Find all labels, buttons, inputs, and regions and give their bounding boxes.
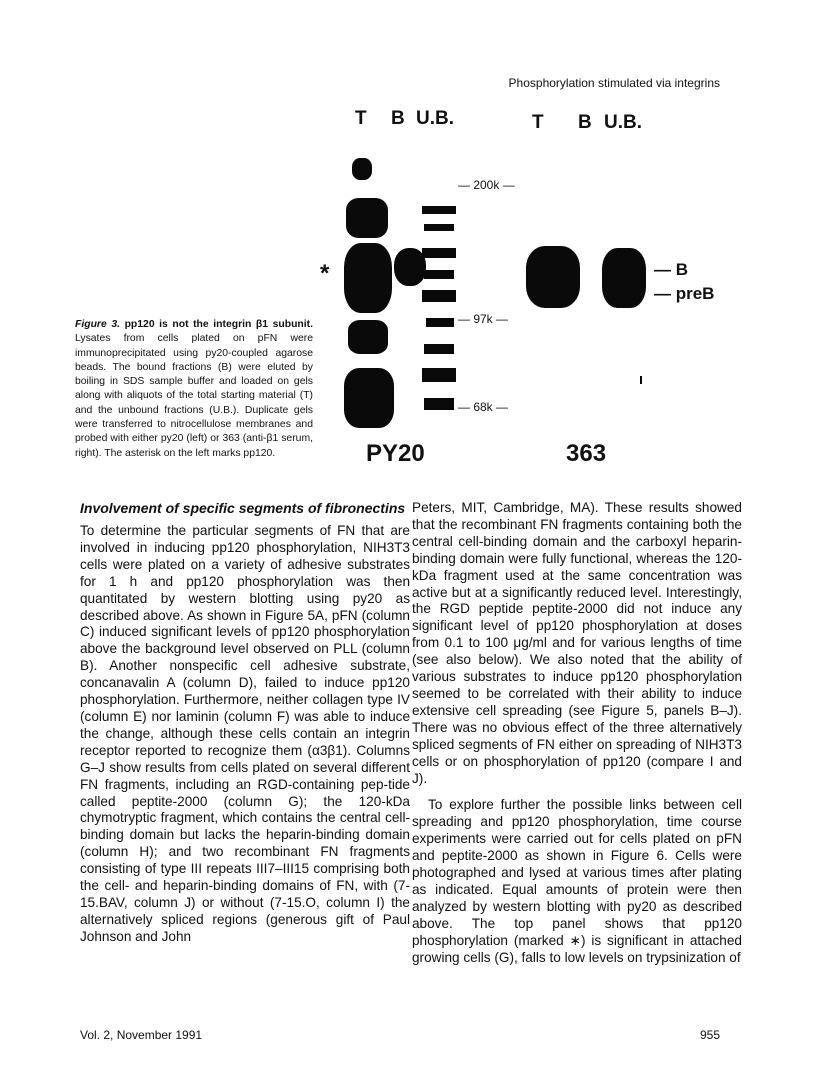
- footer-page-number: 955: [699, 1028, 720, 1042]
- figure-caption: [75, 318, 313, 461]
- lane-label-b-left: B: [391, 108, 405, 129]
- marker-200k: — 200k —: [458, 178, 515, 192]
- lane-label-ub-left: U.B.: [416, 108, 454, 129]
- asterisk-pp120: *: [320, 260, 330, 287]
- marker-68k: — 68k —: [458, 400, 509, 414]
- caption-title: pp120 is not the integrin β1 subunit.: [124, 319, 313, 330]
- section-heading: Involvement of specific segments of fibronectins: [80, 500, 406, 516]
- band-label-preb: — preB: [654, 284, 715, 303]
- panel-title-py20: PY20: [366, 440, 425, 467]
- figure-3: [318, 98, 738, 488]
- left-paragraph: To determine the particular segments of FN that are involved in inducing pp120 phosphorylation, NIH3T3 cells were plated on a variety of adhesive substrates for 1 h and pp120 phosphorylation was then quantitated by western blotting using py20 as described above. As shown in Figure 5A, pFN (column C) induced significant levels of pp120 phosphorylation above the background level observed on PLL (column B). Another nonspecific cell adhesive substrate, concanavalin A (column D), failed to induce pp120 phosphorylation. Furthermore, neither collagen type IV (column E) nor laminin (column F) was able to induce the change, although these cells contain an integrin receptor reported to recognize them (α3β1). Columns G–J show results from cells plated on several different FN fragments, including an RGD-containing pep-tide called peptite-2000 (column G); the 120-kDa chymotryptic fragment, which contains the central cell-binding domain but lacks the heparin-binding domain (column H); and two recombinant FN fragments consisting of type III repeats III7–III15 comprising both the cell- and heparin-binding domains of FN, with (7-15.BAV, column J) or without (7-15.O, column I) the alternatively spliced regions (generous gift of Paul Johnson and John: [80, 523, 410, 944]
- lane-label-t-left: T: [355, 108, 367, 129]
- panel-title-363: 363: [566, 440, 607, 467]
- right-column: [412, 500, 742, 966]
- left-column: [80, 500, 410, 946]
- band-label-b: — B: [654, 260, 688, 279]
- marker-97k: — 97k —: [458, 312, 509, 326]
- footer-volume: Vol. 2, November 1991: [80, 1028, 203, 1042]
- caption-label: Figure 3.: [75, 319, 120, 330]
- right-paragraph-2: To explore further the possible links between cell spreading and pp120 phosphorylation, time course experiments were carried out for cells plated on pFN and peptite-2000 as shown in Figure 6. Cells were photographed and lysed at various times after plating as indicated. Equal amounts of protein were then analyzed by western blotting with py20 as described above. The top panel shows that pp120 phosphorylation (marked ∗) is significant in attached growing cells (G), falls to low levels on trypsinization of: [412, 797, 742, 965]
- lane-label-b-right: B: [578, 112, 592, 133]
- caption-body: Lysates from cells plated on pFN were immunoprecipitated using py20-coupled agarose beads. The bound fractions (B) were eluted by boiling in SDS sample buffer and loaded on gels along with aliquots of the total starting material (T) and the unbound fractions (U.B.). Duplicate gels were transferred to nitrocellulose membranes and probed with either py20 (left) or 363 (anti-β1 serum, right). The asterisk on the left marks pp120.: [75, 333, 313, 459]
- lane-label-ub-right: U.B.: [604, 112, 642, 133]
- lane-label-t-right: T: [532, 112, 544, 133]
- right-paragraph-1: Peters, MIT, Cambridge, MA). These results showed that the recombinant FN fragments containing both the central cell-binding domain and the carboxyl heparin-binding domain were fully functional, whereas the 120-kDa fragment used at the same concentration was active but at a significantly reduced level. Interestingly, the RGD peptide peptite-2000 did not induce any significant level of pp120 phosphorylation at doses from 0.1 to 100 μg/ml and for various lengths of time (see also below). We also noted that the ability of various substrates to induce pp120 phosphorylation seemed to be correlated with their ability to induce extensive cell spreading (see Figure 5, panels B–J). There was no obvious effect of the three alternatively spliced segments of FN either on spreading of NIH3T3 cells or on phosphorylation of pp120 (compare I and J).: [412, 500, 742, 786]
- running-head: Phosphorylation stimulated via integrins: [508, 76, 720, 90]
